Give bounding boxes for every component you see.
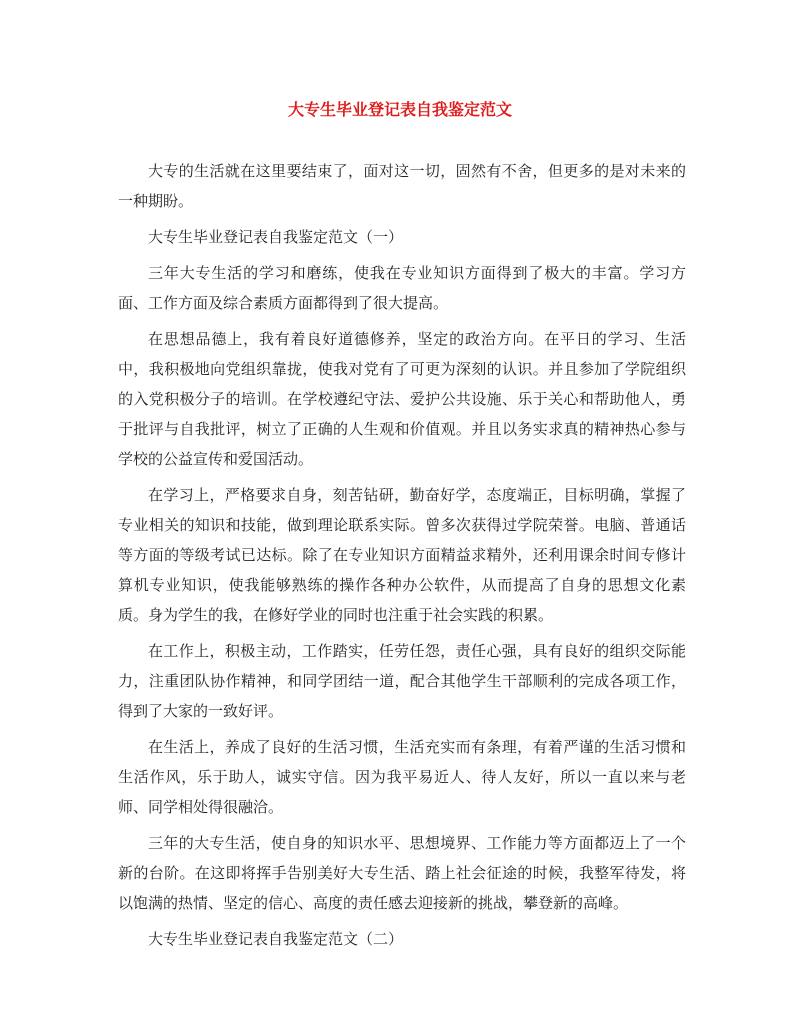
paragraph-study: 在学习上，严格要求自身，刻苦钻研，勤奋好学，态度端正，目标明确，掌握了专业相关的知识和技能，做到理论联系实际。曾多次获得过学院荣誉。电脑、普通话等方面的等级考试已达标。除了在专业知识方面精益求精外，还利用课余时间专修计算机专业知识，使我能够熟练的操作各种办公软件，从而提高了自身的思想文化素质。身为学生的我，在修好学业的同时也注重于社会实践的积累。 (118, 486, 686, 624)
paragraph-work: 在工作上，积极主动，工作踏实，任劳任怨，责任心强，具有良好的组织交际能力，注重团队协作精神，和同学团结一道，配合其他学生干部顺利的完成各项工作，得到了大家的一致好评。 (118, 642, 686, 720)
section-heading-one: 大专生毕业登记表自我鉴定范文（一） (148, 228, 404, 246)
paragraph-overview: 三年大专生活的学习和磨练，使我在专业知识方面得到了极大的丰富。学习方面、工作方面及综合素质方面都得到了很大提高。 (118, 264, 686, 312)
document-body (118, 156, 686, 960)
paragraph-ideology: 在思想品德上，我有着良好道德修养，坚定的政治方向。在平日的学习、生活中，我积极地向党组织靠拢，使我对党有了可更为深刻的认识。并且参加了学院组织的入党积极分子的培训。在学校遵纪守法、爱护公共设施、乐于关心和帮助他人，勇于批评与自我批评，树立了正确的人生观和价值观。并且以务实求真的精神热心参与学校的公益宣传和爱国活动。 (118, 330, 686, 468)
paragraph-life: 在生活上，养成了良好的生活习惯，生活充实而有条理，有着严谨的生活习惯和生活作风，乐于助人，诚实守信。因为我平易近人、待人友好，所以一直以来与老师、同学相处得很融洽。 (118, 738, 686, 816)
section-heading-two: 大专生毕业登记表自我鉴定范文（二） (148, 930, 404, 948)
document-title: 大专生毕业登记表自我鉴定范文 (287, 100, 512, 119)
paragraph-intro: 大专的生活就在这里要结束了，面对这一切，固然有不舍，但更多的是对未来的一种期盼。 (118, 162, 686, 210)
paragraph-conclusion: 三年的大专生活，使自身的知识水平、思想境界、工作能力等方面都迈上了一个新的台阶。在这即将挥手告别美好大专生活、踏上社会征途的时候，我整军待发，将以饱满的热情、坚定的信心、高度的责任感去迎接新的挑战，攀登新的高峰。 (118, 834, 686, 912)
